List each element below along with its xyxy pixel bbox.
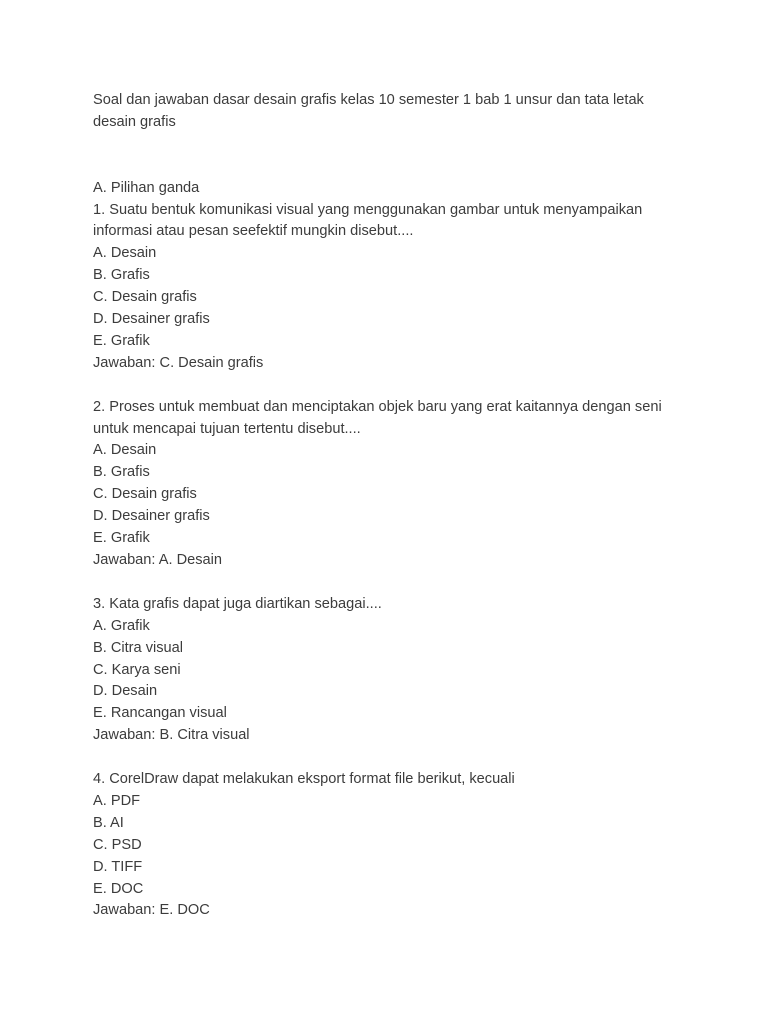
answer-option: A. Grafik — [93, 617, 150, 634]
answer-option: D. Desain — [93, 683, 158, 700]
question-block — [93, 397, 683, 572]
document-title: Soal dan jawaban dasar desain grafis kelas 10 semester 1 bab 1 unsur dan tata letak desain grafis — [93, 92, 648, 130]
question-text: 4. CorelDraw dapat melakukan eksport format file berikut, kecuali — [93, 771, 515, 788]
answer-key: Jawaban: C. Desain grafis — [93, 354, 264, 371]
answer-option: B. Grafis — [93, 464, 150, 481]
answer-option: E. DOC — [93, 880, 144, 897]
answer-option: E. Grafik — [93, 530, 150, 547]
answer-option: D. Desainer grafis — [93, 508, 210, 525]
answer-option: A. Desain — [93, 442, 157, 459]
question-block — [93, 200, 683, 375]
answer-key: Jawaban: B. Citra visual — [93, 727, 250, 744]
question-text: 2. Proses untuk membuat dan menciptakan objek baru yang erat kaitannya dengan seni untuk mencapai tujuan tertentu disebut.... — [93, 398, 666, 437]
spacer — [93, 375, 683, 397]
answer-option: D. TIFF — [93, 858, 143, 875]
answer-option: A. PDF — [93, 792, 141, 809]
answer-option: C. Karya seni — [93, 661, 181, 678]
section-heading: A. Pilihan ganda — [93, 179, 200, 196]
answer-option: E. Grafik — [93, 332, 150, 349]
answer-key: Jawaban: A. Desain — [93, 551, 222, 568]
answer-option: A. Desain — [93, 245, 157, 262]
answer-option: B. Grafis — [93, 267, 150, 284]
answer-option: C. Desain grafis — [93, 289, 197, 306]
answer-option: B. Citra visual — [93, 639, 184, 656]
question-block — [93, 594, 683, 747]
answer-option: E. Rancangan visual — [93, 705, 227, 722]
answer-key: Jawaban: E. DOC — [93, 902, 210, 919]
answer-option: C. PSD — [93, 836, 142, 853]
spacer — [93, 156, 683, 178]
answer-option: D. Desainer grafis — [93, 311, 210, 328]
question-block — [93, 769, 683, 922]
answer-option: C. Desain grafis — [93, 486, 197, 503]
spacer — [93, 572, 683, 594]
spacer — [93, 747, 683, 769]
document-page — [93, 90, 683, 922]
question-text: 3. Kata grafis dapat juga diartikan sebagai.... — [93, 595, 382, 612]
question-text: 1. Suatu bentuk komunikasi visual yang menggunakan gambar untuk menyampaikan informasi atau pesan seefektif mungkin disebut.... — [93, 201, 647, 240]
answer-option: B. AI — [93, 814, 124, 831]
